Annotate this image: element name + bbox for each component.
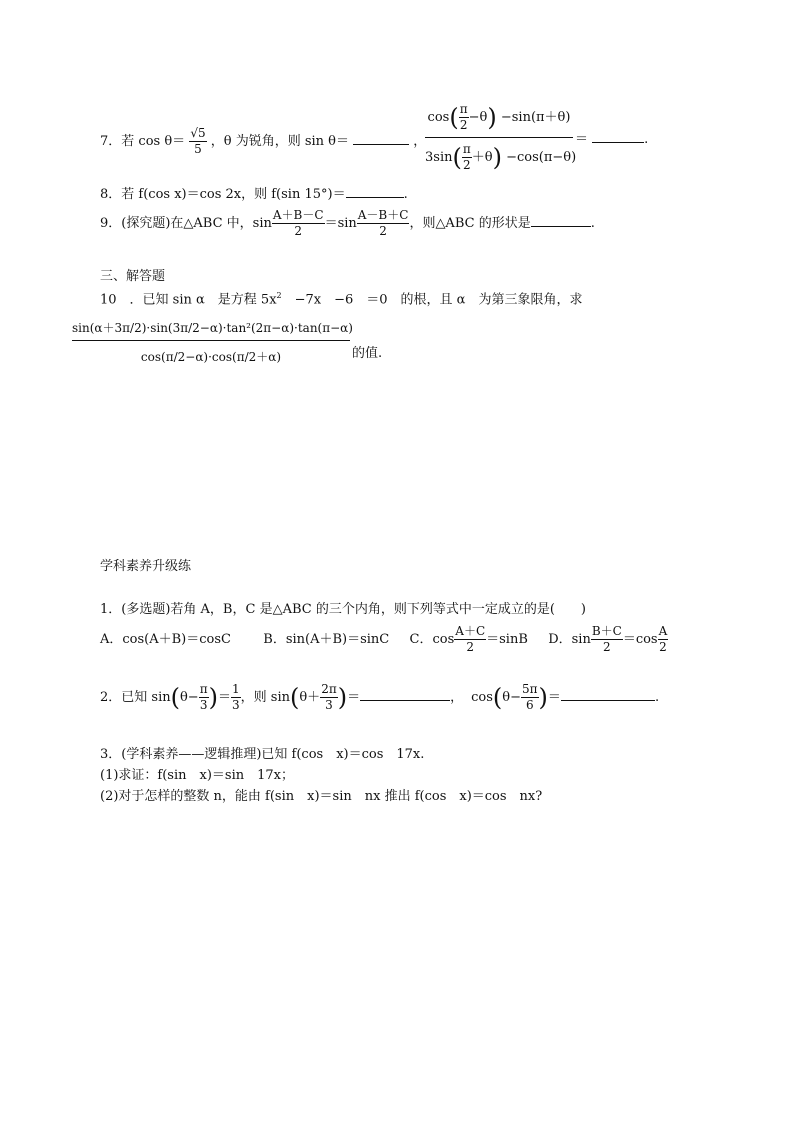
u2-theta-plus: θ＋ [299, 690, 321, 705]
option-c-frac [454, 624, 486, 655]
q7-den-pi-over-2 [462, 142, 472, 173]
q10-square: 2 [276, 291, 282, 300]
option-d-num2: A [658, 624, 668, 638]
paren-close: ) [538, 683, 548, 712]
paren-close: ) [337, 683, 348, 712]
upgrade-q3-line3: (2)对于怎样的整数 n，能由 f(sin x)＝sin nx 推出 f(cos x)＝cos nx? [100, 789, 543, 804]
q7-condition: ，θ 为锐角，则 sin θ＝ [210, 134, 349, 149]
q7-big-fraction [425, 102, 577, 173]
option-c-num: A＋C [455, 624, 486, 638]
u2-2pi-over-3 [320, 682, 338, 713]
q7-sqrt5-over-5 [189, 126, 206, 157]
six: 6 [525, 698, 534, 712]
q7-equals: ＝ [575, 132, 589, 147]
question-9 [100, 208, 595, 239]
q9-frac1-num: A＋B－C [272, 208, 324, 222]
q9-tail: ，则△ABC 的形状是 [409, 216, 531, 231]
paren-open: ( [452, 143, 462, 172]
q9-eq-sin: ＝sin [324, 216, 357, 231]
q8-text: 8．若 f(cos x)＝cos 2x，则 f(sin 15°)＝ [100, 187, 346, 202]
q9-end: . [590, 216, 595, 231]
u2-then: ，则 sin [240, 690, 290, 705]
question-7 [100, 126, 426, 157]
q7-num-cos: cos [427, 110, 450, 125]
option-d-pre: D．sin [548, 632, 591, 647]
q9-number: 9．(探究题)在△ABC 中，sin [100, 216, 272, 231]
five-pi: 5π [522, 682, 538, 696]
three: 3 [325, 698, 333, 712]
option-c-den: 2 [466, 640, 475, 654]
q7-end: . [644, 132, 649, 147]
q10-part2: −7x −6 ＝0 的根，且 α 为第三象限角，求 [281, 292, 583, 308]
paren-open: ( [449, 103, 459, 132]
option-b[interactable]: B．sin(A＋B)＝sinC [263, 632, 390, 647]
u2-pi-over-3 [199, 682, 209, 713]
q8-end: . [403, 187, 408, 202]
u2-theta-minus: θ− [179, 690, 199, 705]
q10-fraction [72, 321, 353, 364]
u2-answer-blank-1[interactable] [360, 699, 450, 701]
option-d-mid: ＝cos [622, 632, 658, 647]
pi: π [199, 682, 208, 696]
option-d-num1: B＋C [591, 624, 622, 638]
option-d[interactable] [548, 624, 668, 654]
paren-close: ) [208, 683, 218, 712]
option-c[interactable] [409, 624, 528, 654]
q7-answer-blank-2[interactable] [592, 141, 644, 143]
q7-minus-cos: −cos(π−θ) [506, 150, 577, 165]
q9-frac2-num: A－B＋C [357, 208, 409, 222]
q10-denominator: cos(π/2−α)·cos(π/2＋α) [140, 350, 282, 364]
q9-frac1-den: 2 [294, 224, 303, 238]
u2-answer-blank-2[interactable] [561, 699, 655, 701]
q7-comma: ， [413, 134, 427, 149]
q9-frac-1 [272, 208, 325, 239]
upgrade-q3-line2: (1)求证：f(sin x)＝sin 17x； [100, 768, 294, 783]
q7-big-denominator [425, 138, 577, 173]
upgrade-q1-stem: 1．(多选题)若角 A，B，C 是△ABC 的三个内角，则下列等式中一定成立的是( ) [100, 602, 586, 617]
option-d-den1: 2 [603, 640, 611, 654]
question-10-stem [100, 292, 582, 306]
q9-frac-2 [357, 208, 410, 239]
u2-end: . [654, 690, 660, 705]
two: 2 [462, 158, 471, 172]
q7-num-pi-over-2 [459, 102, 469, 133]
option-d-den2: 2 [659, 640, 667, 654]
paren-open: ( [170, 683, 180, 712]
one: 1 [232, 682, 240, 696]
q7-tail [575, 133, 648, 146]
q7-big-numerator [425, 102, 573, 138]
paren-close: ) [492, 143, 502, 172]
u2-cos: cos [471, 690, 493, 705]
q7-den5: 5 [194, 142, 202, 156]
u2-pre: 2．已知 sin [100, 690, 171, 705]
upgrade-q1-options [100, 624, 668, 655]
q7-den-3sin: 3sin [425, 150, 453, 165]
u2-comma: ， [450, 690, 464, 705]
u2-eq-3: ＝ [547, 690, 561, 705]
u2-eq-2: ＝ [347, 690, 361, 705]
paren-open: ( [492, 683, 503, 712]
pi: π [459, 102, 468, 116]
q7-plus-theta: ＋θ [471, 150, 493, 165]
u2-one-third [231, 682, 241, 713]
three: 3 [199, 698, 208, 712]
q9-frac2-den: 2 [379, 224, 387, 238]
question-8 [100, 188, 408, 201]
q7-answer-blank-1[interactable] [353, 143, 409, 145]
upgrade-section-title: 学科素养升级练 [100, 559, 192, 574]
two: 2 [459, 118, 468, 132]
paren-close: ) [487, 103, 497, 132]
u2-theta-minus-2: θ− [502, 690, 522, 705]
pi: π [462, 142, 471, 156]
option-c-post: ＝sinB [486, 632, 528, 647]
q7-sqrt5: √5 [190, 126, 206, 140]
two-pi: 2π [321, 682, 337, 696]
option-c-pre: C．cos [409, 632, 455, 647]
option-a[interactable]: A．cos(A＋B)＝cosC [100, 632, 231, 647]
upgrade-q3-line1: 3．(学科素养——逻辑推理)已知 f(cos x)＝cos 17x. [100, 747, 425, 762]
q7-number: 7．若 [100, 134, 135, 149]
u2-5pi-over-6 [521, 682, 539, 713]
q7-minus-sin: −sin(π＋θ) [500, 110, 571, 125]
q10-tail: 的值. [352, 346, 383, 361]
three: 3 [232, 698, 240, 712]
q9-answer-blank[interactable] [531, 225, 591, 227]
paren-open: ( [289, 683, 300, 712]
q7-minus-theta: −θ [468, 110, 488, 125]
q8-answer-blank[interactable] [346, 196, 404, 198]
option-d-frac2 [658, 624, 669, 655]
q10-numerator: sin(α＋3π/2)·sin(3π/2−α)·tan²(2π−α)·tan(π−α) [72, 322, 350, 341]
q7-cos-theta: cos θ＝ [138, 134, 186, 149]
u2-eq: ＝ [217, 690, 231, 705]
option-d-frac1 [591, 624, 623, 655]
q10-part1: 10 ．已知 sin α 是方程 5x [100, 292, 277, 308]
upgrade-q2 [100, 682, 659, 713]
section-3-title: 三、解答题 [100, 269, 166, 284]
